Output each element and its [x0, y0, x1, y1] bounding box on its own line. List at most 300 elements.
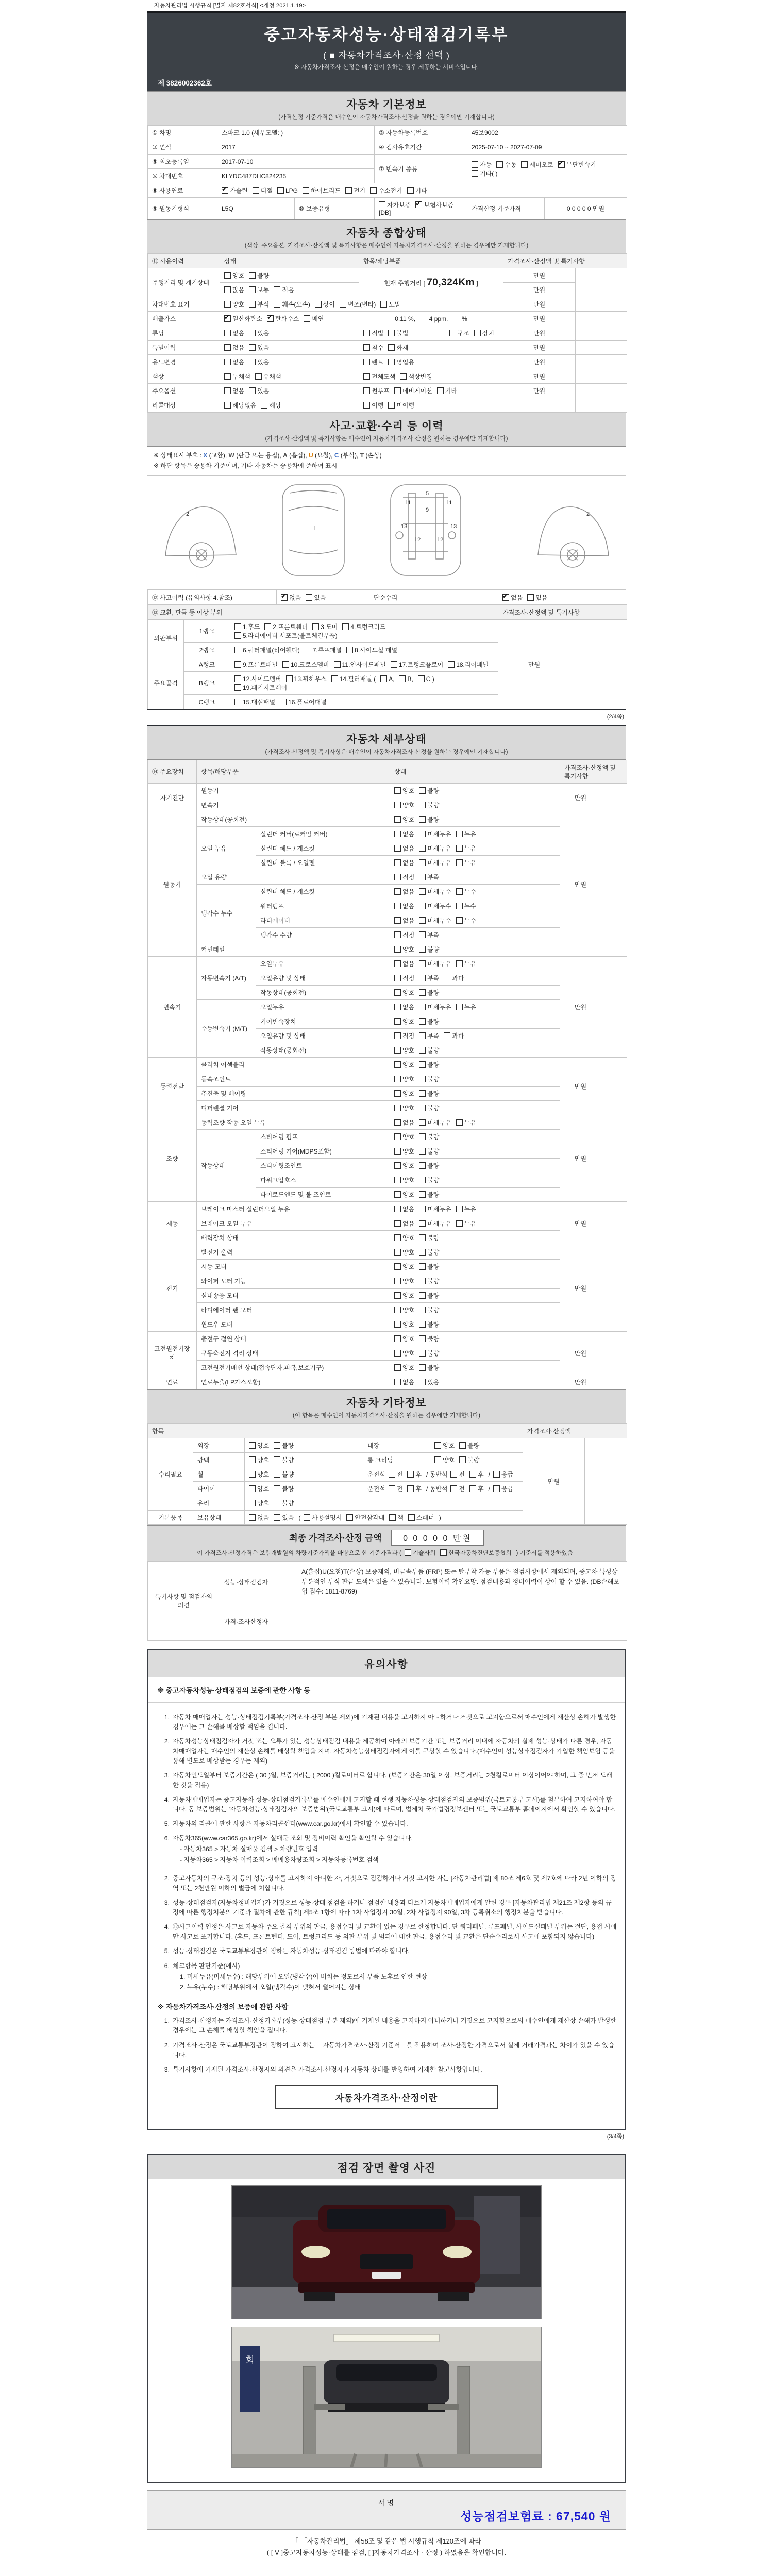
price-note	[576, 326, 627, 341]
checkbox-label: 무단변속기	[566, 161, 596, 168]
checkbox[interactable]	[469, 1471, 476, 1478]
checkbox[interactable]	[400, 373, 407, 380]
checkbox[interactable]	[394, 1249, 401, 1256]
checkbox[interactable]	[394, 1148, 401, 1155]
checkbox[interactable]	[274, 301, 280, 308]
checkbox[interactable]	[419, 874, 426, 880]
checkbox[interactable]	[419, 1206, 426, 1212]
checkbox[interactable]	[388, 359, 395, 365]
checkbox[interactable]	[419, 1162, 426, 1169]
checkbox[interactable]	[234, 632, 241, 639]
checkbox-label: 사용설명서	[312, 1514, 342, 1521]
checkbox[interactable]	[450, 1471, 457, 1478]
checkbox[interactable]	[450, 1485, 457, 1492]
checkbox[interactable]	[394, 845, 401, 852]
checkbox[interactable]	[363, 373, 370, 380]
checkbox[interactable]	[388, 330, 395, 336]
checkbox-label: 불량	[427, 1046, 440, 1054]
checkbox[interactable]	[415, 201, 422, 208]
checkbox[interactable]	[419, 787, 426, 794]
checkbox-label: 없음	[402, 888, 415, 895]
checkbox[interactable]	[224, 286, 231, 293]
checkbox[interactable]	[394, 989, 401, 996]
checkbox[interactable]	[419, 802, 426, 808]
checkbox[interactable]	[419, 989, 426, 996]
notes-subtitle-1: ※ 중고자동차성능·상태점검의 보증에 관한 사항 등	[148, 1677, 625, 1703]
checkbox[interactable]	[255, 373, 262, 380]
checkbox[interactable]	[394, 1119, 401, 1126]
checkbox[interactable]	[388, 402, 395, 409]
checkbox[interactable]	[249, 1456, 256, 1463]
checkbox[interactable]	[394, 859, 401, 866]
checkbox-label: 전	[396, 1485, 403, 1493]
checkbox[interactable]	[224, 373, 231, 380]
item-label: 실린더 헤드 / 개스킷	[256, 841, 390, 855]
signature-box[interactable]	[147, 2490, 626, 2530]
checkbox[interactable]	[306, 594, 312, 601]
state-options	[390, 1086, 560, 1100]
item-label: 실린더 커버(로커암 커버)	[256, 826, 390, 841]
checkbox-label: 불량	[427, 1349, 440, 1357]
value-engine-type: L5Q	[217, 198, 295, 219]
checkbox[interactable]	[434, 1442, 441, 1449]
checkbox[interactable]	[234, 684, 241, 691]
label-model-year: ③ 연식	[148, 140, 217, 155]
inline-text: [DB]	[379, 209, 391, 216]
checkbox[interactable]	[315, 301, 322, 308]
checkbox-label: 없음	[232, 344, 245, 351]
checkbox[interactable]	[419, 1105, 426, 1111]
checkbox[interactable]	[363, 359, 370, 365]
fuel-options	[217, 183, 627, 198]
checkbox[interactable]	[456, 960, 463, 967]
checkbox[interactable]	[394, 888, 401, 895]
page-marker-3: (3/4쪽)	[607, 2133, 624, 2140]
checkbox[interactable]	[493, 1471, 500, 1478]
checkbox[interactable]	[456, 917, 463, 924]
checkbox[interactable]	[249, 272, 256, 279]
checkbox[interactable]	[394, 960, 401, 967]
checkbox[interactable]	[419, 816, 426, 823]
checkbox[interactable]	[419, 975, 426, 981]
checkbox[interactable]	[379, 201, 385, 208]
checkbox[interactable]	[419, 859, 426, 866]
checkbox[interactable]	[418, 675, 425, 682]
checkbox[interactable]	[346, 647, 353, 653]
checkbox[interactable]	[419, 1292, 426, 1299]
checkbox[interactable]	[419, 1350, 426, 1357]
checkbox-label: 미세누수	[427, 888, 451, 895]
checkbox-label: 전체도색	[372, 373, 396, 380]
checkbox[interactable]	[394, 975, 401, 981]
checkbox[interactable]	[394, 1076, 401, 1082]
checkbox-label: 미세누유	[427, 1003, 451, 1011]
price-note	[570, 619, 627, 709]
price-note	[576, 297, 627, 312]
checkbox[interactable]	[456, 888, 463, 895]
inline-text: / 동반석	[426, 1485, 448, 1493]
checkbox[interactable]	[249, 301, 256, 308]
checkbox[interactable]	[274, 1471, 280, 1478]
checkbox[interactable]	[419, 1061, 426, 1068]
legend-code: X	[203, 452, 208, 459]
checkbox[interactable]	[419, 1379, 426, 1385]
note-sub-item: - 자동차365 > 자동차 이력조회 > 매매용차량조회 > 자동차등록번호 검색	[180, 1856, 379, 1863]
checkbox[interactable]	[459, 1442, 466, 1449]
checkbox[interactable]	[394, 946, 401, 953]
checkbox[interactable]	[389, 1514, 396, 1521]
inspector-opinion: A(흠집)U(요철)T(손상) 보증제외, 비금속부품 (FRP) 또는 탈부착 가능 부품은 점검사항에서 제외되며, 중고차 특성상 부분적인 부식 판금 도색은 있을 수 있습니다. 보험이력 확인요망. 점검내용과 정비이력이 상이 할 수 있음. (DB손해보험 접수: 1811-8769)	[297, 1561, 627, 1603]
checkbox-label: A,	[389, 675, 395, 683]
checkbox[interactable]	[234, 661, 241, 668]
checkbox-label: 기타( )	[480, 170, 498, 177]
checkbox[interactable]	[282, 661, 289, 668]
checkbox[interactable]	[224, 402, 231, 409]
checkbox[interactable]	[419, 1177, 426, 1183]
checkbox[interactable]	[419, 1047, 426, 1054]
checkbox[interactable]	[419, 1191, 426, 1198]
state-options	[390, 913, 560, 927]
checkbox[interactable]	[434, 1456, 441, 1463]
checkbox[interactable]	[474, 330, 481, 336]
checkbox[interactable]	[394, 802, 401, 808]
checkbox[interactable]	[363, 330, 370, 336]
final-price-value: 0 0 0 0 0 만원	[391, 1530, 484, 1546]
note-item: 3. 성능·상태점검자(자동차정비업자)가 거짓으로 성능·상태 점검을 하거나 점검한 내용과 다르게 자동차매매업자에게 알린 경우 [자동차관리법 제21조 제2항 등의 규정에 따른 행정처분의 기준과 절차에 관한 규칙] 제5조 1항에 따라 1차 사업정지 30일, 2차 사업정지 90일, 3차 등록취소의 행정처분을 받습니다.	[164, 1899, 612, 1917]
price-unit: 만원	[503, 283, 576, 297]
item-label: 구동축전지 격리 상태	[197, 1346, 390, 1360]
checkbox[interactable]	[312, 623, 319, 630]
checkbox[interactable]	[407, 1485, 414, 1492]
state-options	[390, 1057, 560, 1072]
checkbox[interactable]	[394, 1307, 401, 1313]
checkbox[interactable]	[249, 1485, 256, 1492]
checkbox[interactable]	[394, 1292, 401, 1299]
checkbox[interactable]	[419, 1076, 426, 1082]
checkbox[interactable]	[342, 623, 349, 630]
checkbox-label: 불량	[427, 1277, 440, 1285]
checkbox[interactable]	[234, 647, 241, 653]
checkbox[interactable]	[558, 161, 565, 168]
label-vin: ⑥ 차대번호	[148, 169, 217, 183]
checkbox[interactable]	[394, 1004, 401, 1010]
checkbox-label: 썬루프	[372, 387, 390, 395]
checkbox[interactable]	[334, 661, 341, 668]
checkbox[interactable]	[224, 301, 231, 308]
checkbox[interactable]	[274, 1485, 280, 1492]
checkbox[interactable]	[394, 931, 401, 938]
checkbox[interactable]	[249, 1471, 256, 1478]
checkbox[interactable]	[419, 888, 426, 895]
checkbox[interactable]	[394, 1350, 401, 1357]
checkbox[interactable]	[394, 816, 401, 823]
checkbox[interactable]	[303, 187, 309, 194]
checkbox[interactable]	[394, 787, 401, 794]
diagram-part-number: 13	[401, 523, 408, 530]
checkbox[interactable]	[459, 1456, 466, 1463]
checkbox[interactable]	[394, 1263, 401, 1270]
detail-row	[148, 1057, 627, 1072]
checkbox-label: 적정	[402, 1032, 415, 1040]
checkbox[interactable]	[394, 1105, 401, 1111]
checkbox[interactable]	[234, 699, 241, 705]
checkbox[interactable]	[469, 1485, 476, 1492]
checkbox-label: 없음	[402, 830, 415, 838]
checkbox[interactable]	[456, 1206, 463, 1212]
checkbox[interactable]	[419, 1090, 426, 1097]
checkbox-label: 가솔린	[230, 187, 248, 194]
checkbox[interactable]	[224, 272, 231, 279]
checkbox[interactable]	[456, 1220, 463, 1227]
checkbox-label: 불량	[257, 272, 270, 279]
checkbox[interactable]	[419, 931, 426, 938]
checkbox-label: C )	[426, 675, 434, 683]
checkbox[interactable]	[380, 675, 387, 682]
checkbox-label: 16.플로어패널	[288, 698, 327, 706]
item-label: 스티어링 펌프	[256, 1129, 390, 1144]
item-label: 기어변속장치	[256, 1014, 390, 1028]
checkbox[interactable]	[391, 661, 397, 668]
checkbox[interactable]	[394, 1162, 401, 1169]
checkbox[interactable]	[394, 831, 401, 837]
checkbox[interactable]	[249, 1500, 256, 1506]
checkbox[interactable]	[394, 1321, 401, 1328]
checkbox[interactable]	[274, 1456, 280, 1463]
checkbox[interactable]	[222, 187, 228, 194]
checkbox[interactable]	[419, 1307, 426, 1313]
item-label: 디퍼렌셜 기어	[197, 1100, 390, 1115]
checkbox[interactable]	[419, 1119, 426, 1126]
legend-code: A	[283, 452, 288, 459]
checkbox[interactable]	[502, 594, 509, 601]
label-room-cleaning: 룸 크리닝	[363, 1452, 430, 1467]
checkbox[interactable]	[277, 187, 284, 194]
checkbox[interactable]	[394, 1335, 401, 1342]
diagram-part-number: 9	[426, 506, 429, 513]
vin-marking-options	[220, 297, 503, 312]
checkbox[interactable]	[249, 1514, 256, 1521]
checkbox[interactable]	[456, 831, 463, 837]
checkbox[interactable]	[224, 330, 231, 336]
checkbox[interactable]	[394, 1018, 401, 1025]
checkbox[interactable]	[280, 699, 287, 705]
checkbox[interactable]	[363, 344, 370, 351]
checkbox[interactable]	[394, 1133, 401, 1140]
checkbox[interactable]	[363, 387, 370, 394]
checkbox[interactable]	[286, 675, 293, 682]
checkbox[interactable]	[224, 315, 231, 322]
checkbox[interactable]	[363, 402, 370, 409]
signature-label: 서명	[378, 2498, 395, 2507]
checkbox[interactable]	[394, 874, 401, 880]
checkbox-label: 불량	[427, 1248, 440, 1256]
checkbox[interactable]	[261, 402, 267, 409]
checkbox[interactable]	[249, 286, 256, 293]
checkbox[interactable]	[394, 1379, 401, 1385]
state-options	[390, 1360, 560, 1375]
checkbox[interactable]	[419, 1249, 426, 1256]
checkbox[interactable]	[331, 675, 338, 682]
checkbox[interactable]	[253, 187, 259, 194]
checkbox[interactable]	[394, 917, 401, 924]
checkbox[interactable]	[449, 330, 456, 336]
checkbox[interactable]	[456, 845, 463, 852]
checkbox[interactable]	[496, 161, 503, 168]
sub-group-label: 오일 누유	[197, 826, 256, 870]
checkbox[interactable]	[394, 1206, 401, 1212]
checkbox[interactable]	[419, 1004, 426, 1010]
checkbox[interactable]	[419, 1364, 426, 1371]
checkbox[interactable]	[340, 301, 346, 308]
checkbox-label: 도말	[389, 301, 401, 308]
checkbox[interactable]	[249, 387, 256, 394]
checkbox[interactable]	[456, 1004, 463, 1010]
checkbox[interactable]	[419, 1018, 426, 1025]
checkbox[interactable]	[267, 315, 274, 322]
notes-title: 유의사항	[148, 1650, 625, 1677]
checkbox[interactable]	[419, 946, 426, 953]
checkbox[interactable]	[448, 661, 455, 668]
checkbox[interactable]	[394, 903, 401, 909]
checkbox[interactable]	[419, 1321, 426, 1328]
checkbox[interactable]	[394, 1032, 401, 1039]
checkbox[interactable]	[444, 1032, 450, 1039]
masthead	[147, 11, 626, 91]
checkbox-label: 기타	[415, 187, 427, 194]
checkbox-label: 없음	[402, 1219, 415, 1227]
checkbox-label: 불량	[427, 801, 440, 809]
checkbox[interactable]	[419, 1335, 426, 1342]
checkbox[interactable]	[304, 1514, 310, 1521]
col-state: 상태	[390, 760, 560, 783]
checkbox[interactable]	[234, 623, 241, 630]
checkbox[interactable]	[407, 187, 414, 194]
checkbox[interactable]	[224, 344, 231, 351]
checkbox[interactable]	[419, 1148, 426, 1155]
checkbox[interactable]	[389, 1471, 395, 1478]
checkbox[interactable]	[419, 917, 426, 924]
checkbox[interactable]	[408, 1514, 415, 1521]
checkbox[interactable]	[249, 1442, 256, 1449]
checkbox[interactable]	[249, 330, 256, 336]
checkbox[interactable]	[527, 594, 534, 601]
checkbox[interactable]	[224, 387, 231, 394]
note-item: 3. 특기사항에 기재된 가격조사·산정자의 의견은 가격조사·산정자가 자동차 상태를 반영하여 기재한 참고사항입니다.	[164, 2065, 482, 2073]
checkbox[interactable]	[345, 187, 352, 194]
checkbox[interactable]	[394, 1090, 401, 1097]
checkbox[interactable]	[274, 1514, 280, 1521]
checkbox[interactable]	[493, 1485, 500, 1492]
checkbox[interactable]	[405, 1549, 411, 1556]
checkbox[interactable]	[419, 1032, 426, 1039]
checkbox[interactable]	[394, 387, 401, 394]
checkbox[interactable]	[264, 623, 271, 630]
checkbox[interactable]	[472, 161, 478, 168]
checkbox[interactable]	[521, 161, 528, 168]
checkbox-label: 불량	[427, 1075, 440, 1083]
checkbox[interactable]	[394, 1364, 401, 1371]
label-fuel: ⑧ 사용연료	[148, 183, 217, 198]
price-note	[576, 268, 627, 297]
checkbox[interactable]	[394, 1234, 401, 1241]
checkbox[interactable]	[388, 344, 395, 351]
label-warranty-type: ⑩ 보증유형	[295, 198, 375, 219]
checkbox[interactable]	[380, 301, 387, 308]
checkbox[interactable]	[394, 1220, 401, 1227]
checkbox[interactable]	[346, 1514, 353, 1521]
checkbox[interactable]	[419, 1133, 426, 1140]
checkbox[interactable]	[249, 359, 256, 365]
checkbox[interactable]	[456, 1119, 463, 1126]
checkbox-label: 잭	[397, 1514, 404, 1521]
checkbox[interactable]	[419, 845, 426, 852]
checkbox[interactable]	[394, 1278, 401, 1284]
rankB-options	[230, 671, 498, 694]
checkbox-label: 없음	[402, 859, 415, 867]
checkbox[interactable]	[407, 1471, 414, 1478]
checkbox[interactable]	[419, 1263, 426, 1270]
checkbox[interactable]	[419, 960, 426, 967]
polish-options	[245, 1452, 363, 1467]
checkbox-label: 불량	[427, 1364, 440, 1371]
checkbox[interactable]	[437, 387, 444, 394]
checkbox[interactable]	[224, 359, 231, 365]
checkbox[interactable]	[234, 675, 241, 682]
checkbox[interactable]	[394, 1191, 401, 1198]
note-item: 2. 중고자동차의 구조·장치 등의 성능·상태를 고지하지 아니한 자, 거짓으로 점검하거나 거짓 고지한 자는 [자동차관리법] 제 80조 제6호 및 제7호에 따라 2년 이하의 징역 또는 2천만원 이하의 벌금에 처합니다.	[164, 1875, 616, 1892]
checkbox[interactable]	[419, 1278, 426, 1284]
checkbox[interactable]	[419, 1220, 426, 1227]
checkbox[interactable]	[249, 344, 256, 351]
checkbox[interactable]	[399, 675, 406, 682]
detail-row	[148, 999, 627, 1014]
option-kind-options	[359, 384, 503, 398]
checkbox-label: 양호	[402, 1104, 415, 1112]
checkbox[interactable]	[305, 647, 311, 653]
checkbox[interactable]	[304, 315, 310, 322]
checkbox-label: 불량	[427, 1147, 440, 1155]
col-item: 항목/해당부품	[359, 254, 503, 268]
checkbox[interactable]	[281, 594, 288, 601]
item-label: 변속기	[197, 798, 390, 812]
checkbox[interactable]	[419, 1234, 426, 1241]
checkbox[interactable]	[389, 1485, 395, 1492]
checkbox[interactable]	[394, 1061, 401, 1068]
checkbox[interactable]	[370, 187, 377, 194]
checkbox[interactable]	[456, 903, 463, 909]
checkbox[interactable]	[394, 1177, 401, 1183]
checkbox[interactable]	[394, 1047, 401, 1054]
item-label: 오일누유	[256, 956, 390, 971]
checkbox[interactable]	[274, 286, 280, 293]
checkbox[interactable]	[456, 859, 463, 866]
section-photos	[148, 2155, 625, 2179]
price-unit: 만원	[560, 783, 601, 812]
checkbox[interactable]	[444, 975, 450, 981]
checkbox[interactable]	[274, 1442, 280, 1449]
checkbox-label: 있음	[282, 1514, 294, 1521]
item-label: 오일 유량	[197, 870, 390, 884]
checkbox[interactable]	[472, 170, 478, 177]
checkbox[interactable]	[274, 1500, 280, 1506]
group-main-frame: 주요골격	[148, 657, 184, 709]
checkbox[interactable]	[440, 1549, 447, 1556]
checkbox[interactable]	[419, 831, 426, 837]
item-label: 커먼레일	[197, 942, 390, 956]
checkbox[interactable]	[419, 903, 426, 909]
price-note	[601, 783, 627, 812]
state-options	[390, 1230, 560, 1245]
